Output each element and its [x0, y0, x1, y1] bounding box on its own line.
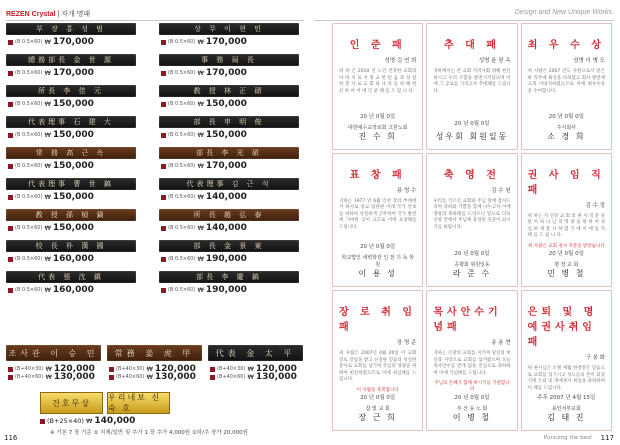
currency-symbol: ₩	[44, 193, 51, 201]
currency-symbol: ₩	[44, 162, 51, 170]
plaque-item	[6, 239, 153, 270]
plaque-row	[6, 146, 306, 177]
plaque-price	[161, 68, 247, 78]
square-plaque-size: (B+40×30)	[116, 366, 145, 372]
plaque-price	[161, 37, 247, 47]
plaque-row	[6, 239, 306, 270]
certificate-issuer: 부 산 동 노 회	[456, 406, 488, 412]
certificate-issuer: 주식회사	[556, 124, 576, 131]
square-plaque-price-value: 130,000	[53, 372, 95, 382]
plaque-size: (B 0.5×60)	[168, 163, 196, 169]
footer-tagline: Pursuing the best	[543, 435, 592, 441]
plaque-size: (B 0.5×60)	[168, 101, 196, 107]
certificate-date: 20 년 0월 0일	[454, 251, 490, 258]
plaque-price-value: 140,000	[205, 192, 247, 202]
currency-symbol: ₩	[44, 131, 51, 139]
plaque-item	[6, 115, 153, 146]
plaque-item	[159, 270, 306, 301]
plaque-size: (B 0.5×60)	[15, 256, 43, 262]
currency-symbol: ₩	[197, 100, 204, 108]
plaque-row	[6, 22, 306, 53]
plaque-board: 代表理事 石 建 大	[6, 116, 136, 128]
square-plaque	[208, 345, 305, 393]
plaque-price-value: 170,000	[52, 68, 94, 78]
currency-symbol: ₩	[44, 224, 51, 232]
certificate-card	[332, 23, 423, 150]
currency-symbol: ₩	[44, 69, 51, 77]
plaque-size: (B 0.5×60)	[15, 163, 43, 169]
square-plaque-size: (B+40×60)	[116, 374, 145, 380]
certificate-title: 최 우 수 상	[527, 40, 605, 51]
plaque-board: 所長 李 佳 元	[6, 85, 136, 97]
plaque-board: 상 무 이 현 민	[159, 23, 299, 35]
currency-symbol: ₩	[44, 38, 51, 46]
plaque-price-value: 160,000	[52, 254, 94, 264]
plaque-price	[8, 161, 94, 171]
currency-symbol: ₩	[146, 365, 153, 373]
plaque-board: 부 장 홍 성 범	[6, 23, 136, 35]
certificate-issuer: 용인서부교회	[551, 406, 581, 412]
plaque-item	[6, 53, 153, 84]
bullet-icon	[161, 195, 166, 200]
plaque-price	[161, 161, 247, 171]
plaque-size: (B 0.5×60)	[168, 132, 196, 138]
certificate-recipient: 성명 윤 광 옥	[478, 58, 511, 64]
bullet-icon	[8, 195, 13, 200]
plaque-item	[159, 53, 306, 84]
page-number-left: 116	[4, 434, 18, 442]
bullet-icon	[40, 419, 45, 424]
plaque-price-value: 190,000	[205, 285, 247, 295]
section-name: | 자개 명패	[57, 11, 91, 18]
plaque-price-value: 150,000	[52, 223, 94, 233]
bullet-icon	[161, 164, 166, 169]
currency-symbol: ₩	[197, 255, 204, 263]
certificate-recipient: 성명 이 병 도	[573, 58, 605, 64]
bullet-icon	[210, 367, 215, 372]
plaque-board: 代表理事 김 근 석	[159, 178, 299, 190]
header-divider-right	[314, 20, 614, 21]
certificate-body: 우리를 기르신 교회와 주님 앞에 감사드리며 축하와 기쁨을 함께 나누고자 이에 영광의 축하패를 드리오니 앞으로 더욱 신앙 안에서 주님께 충성된 일꾼이 되시기를 바랍니다.	[433, 198, 511, 231]
certificate-card	[521, 153, 612, 287]
certificate-body: 귀하께서는 본 교회 지역사회 위해 헌신하시고 우리 조합을 발전시키셨으며 이에 그 공로를 기리고자 추대패를 드립니다.	[433, 69, 511, 94]
square-plaque-price-value: 120,000	[255, 364, 297, 374]
plaque-price-value: 170,000	[52, 37, 94, 47]
certificate-body: 위 하는 지 신앙 교 회 의 권 사 직 분 을 맡 아 하 나 님 의 영 광 을 위 하 여 성 실 하 게 봉 사 하 였 기 에 이 에 임 직 패 를 드 립 니 다.	[527, 213, 605, 239]
bullet-icon	[109, 375, 114, 380]
certificate-body: 귀하는 1977 년 6월 인천 장리 부대에서 하사로 장교 임관한 이래 국가 안보를 위하여 성실하게 근무하여 국가 발전에 기여한 공이 크므로 이에 표창패를 드립니다.	[339, 198, 417, 231]
plaque-item	[159, 208, 306, 239]
plaque-size: (B 0.5×60)	[168, 225, 196, 231]
certificate-issuer-name: 이 용 성	[358, 269, 397, 279]
plaque-price	[161, 254, 247, 264]
certificate-issuer-name: 라 준 수	[452, 269, 492, 279]
page-number-right: 117	[600, 434, 614, 442]
bullet-icon	[210, 375, 215, 380]
bullet-icon	[8, 226, 13, 231]
header-divider	[6, 20, 304, 21]
certificate-card	[521, 290, 612, 431]
plaque-size: (B 0.5×60)	[15, 70, 43, 76]
certificate-body: 위 하 은 2010 년 노인 건강한 교회의 아 바 지 로 서 정 교 한 믿 음 과 성 실 한 봉 사 로 교 회 와 나 라 를 위 해 헌 신 하 여 이 에 인 준 패 를 드 립 니 다.	[339, 69, 417, 94]
plaque-item	[159, 84, 306, 115]
plaque-price	[8, 254, 94, 264]
plaque-item	[159, 146, 306, 177]
bullet-icon	[8, 71, 13, 76]
gold-plate: 건호무상	[40, 392, 103, 414]
plaque-price	[161, 130, 247, 140]
certificate-issuer: 공평회 위원일동	[454, 262, 490, 269]
plaque-price-value: 190,000	[205, 254, 247, 264]
currency-symbol: ₩	[197, 162, 204, 170]
plaque-price-value: 170,000	[205, 68, 247, 78]
currency-symbol: ₩	[197, 193, 204, 201]
currency-symbol: ₩	[197, 286, 204, 294]
currency-symbol: ₩	[197, 224, 204, 232]
plaque-price-value: 150,000	[52, 161, 94, 171]
certificate-title: 장 로 취 임 패	[339, 307, 417, 334]
certificate-recipient: 성명 김 연 희	[384, 58, 417, 64]
plaque-size: (B 0.5×60)	[15, 225, 43, 231]
certificate-highlight: 이 사람을 축복합니다	[356, 388, 399, 393]
square-plaque-price	[210, 372, 297, 382]
certificate-date: 20 년 0월 0일	[360, 244, 396, 251]
plaque-item	[159, 115, 306, 146]
plaque-price	[8, 223, 94, 233]
certificate-issuer: 대한예수교장로회 고원노회	[347, 124, 408, 131]
currency-symbol: ₩	[45, 373, 52, 381]
plaque-board: 代表理事 曹 世 鎬	[6, 178, 136, 190]
certificate-date: 20 년 0월 0일	[454, 395, 490, 401]
certificate-body: 위 사람은 2007년 4월 20일 이 교회 장로 장립을 받고 신실한 믿음과 성실한 봉사로 교회를 섬기며 주님의 영광을 위하여 헌신하였으므로 이에 취임패를 드립니다.	[339, 351, 417, 383]
certificate-card	[426, 153, 517, 287]
plaque-row	[6, 53, 306, 84]
square-plaque	[6, 345, 103, 393]
certificate-issuer-name: 진 수 희	[358, 131, 397, 141]
square-plaque-size: (B+40×60)	[217, 374, 246, 380]
plaque-price	[161, 223, 247, 233]
square-plaque-price-value: 120,000	[53, 364, 95, 374]
square-plaque-price-value: 120,000	[154, 364, 196, 374]
currency-symbol: ₩	[146, 373, 153, 381]
certificate-issuer-name: 성우회 회원일동	[435, 131, 509, 141]
certificate-title: 표 창 패	[349, 169, 406, 181]
plaque-price-value: 150,000	[52, 99, 94, 109]
plaque-item	[159, 177, 306, 208]
square-plaque-size: (B+40×30)	[15, 366, 44, 372]
plaque-board: 部 長 申 明 俊	[159, 116, 299, 128]
plaque-price	[161, 99, 247, 109]
price-note: ※ 기본 7 장 기준 ① 지제/일반 및 추가 1 장 추가 4,000원 ②하/추 장가 20,000원	[50, 430, 248, 436]
plaque-price-value: 150,000	[205, 99, 247, 109]
plaque-board: 部長 李 慶 鎬	[159, 271, 299, 283]
certificate-card	[332, 290, 423, 431]
bullet-icon	[8, 40, 13, 45]
certificate-issuer-name: 장 근 희	[358, 413, 397, 422]
plaque-row	[6, 208, 306, 239]
plaque-item	[159, 22, 306, 53]
plaque-size: (B 0.5×60)	[168, 39, 196, 45]
plaque-row	[6, 270, 306, 301]
certificate-issuer-name: 민 병 철	[547, 269, 586, 279]
certificate-card	[426, 290, 517, 431]
certificate-card	[521, 23, 612, 150]
certificate-date: 20 년 0월 0일	[548, 113, 584, 120]
currency-symbol: ₩	[44, 100, 51, 108]
bullet-icon	[161, 40, 166, 45]
plaque-board: 部 長 金 景 東	[159, 240, 299, 252]
certificate-title: 권 사 임 직 패	[527, 169, 605, 196]
square-plaque-size: (B+40×60)	[15, 374, 44, 380]
certificate-body: 위 권사님은 오랜 세월 한결같은 믿음으로 교회를 섬기시고 성도들의 본이 되셨기에 은퇴 및 명예권사 취임을 축하하며 이 패를 드립니다.	[527, 366, 605, 391]
certificate-highlight: 주님의 은혜가 함께 하시기를 기원합니다	[434, 381, 510, 393]
currency-symbol: ₩	[197, 131, 204, 139]
plaque-board: 教 授 孫 楨 鍋	[6, 209, 136, 221]
plaque-board: 總務部長 金 世 源	[6, 54, 136, 66]
plaque-item	[6, 84, 153, 115]
plaque-row	[6, 115, 306, 146]
plaque-item	[6, 177, 153, 208]
certificate-recipient: 김 수 원	[491, 187, 511, 194]
plaque-price-value: 170,000	[205, 37, 247, 47]
certificate-issuer: 참 빛 교 회	[365, 406, 390, 412]
certificate-issuer-name: 소 경 희	[547, 131, 586, 141]
certificate-recipient: 용 명 수	[396, 187, 417, 194]
plaque-size: (B 0.5×60)	[168, 70, 196, 76]
plaque-board: 部長 李 光 碩	[159, 147, 299, 159]
plaque-price	[161, 285, 247, 295]
certificate-date: 20 년 0월 0일	[454, 120, 490, 127]
plaque-board: 代表 張 沈 鎮	[6, 271, 136, 283]
currency-symbol: ₩	[44, 255, 51, 263]
plaque-board: 所 長 趙 弘 泰	[159, 209, 299, 221]
plaque-price-value: 170,000	[205, 161, 247, 171]
certificate-date: 20 년 0월 0일	[360, 113, 396, 120]
plaque-price	[8, 192, 94, 202]
bullet-icon	[161, 288, 166, 293]
plaque-price	[161, 192, 247, 202]
bullet-icon	[8, 375, 13, 380]
certificate-title: 축 영 전	[444, 169, 500, 181]
plaque-board: 常 務 高 근 옥	[6, 147, 136, 159]
certificate-title: 인 준 패	[349, 40, 406, 51]
currency-symbol: ₩	[197, 38, 204, 46]
plaque-board: 教 授 林 正 碩	[159, 85, 299, 97]
gold-price-value: 140,000	[94, 416, 136, 426]
square-plaque-board: 代表 金 太 平	[208, 345, 303, 361]
plaque-board: 校 長 朴 漢 國	[6, 240, 136, 252]
currency-symbol: ₩	[247, 365, 254, 373]
certificate-recipient: 송 용 현	[491, 340, 511, 347]
square-plaque-board: 조사관 이 승 민	[6, 345, 101, 361]
certificate-recipient: 구 봉 화	[585, 355, 605, 362]
bullet-icon	[161, 102, 166, 107]
plaque-item	[6, 22, 153, 53]
bullet-icon	[8, 164, 13, 169]
square-plaque-price-value: 130,000	[154, 372, 196, 382]
gold-price: (B+25×40) ₩ 140,000	[40, 416, 135, 426]
certificate-card	[426, 23, 517, 150]
certificate-recipient: 장 명 준	[396, 340, 417, 347]
certificate-issuer-name: 이 병 철	[452, 413, 492, 422]
currency-symbol: ₩	[197, 69, 204, 77]
brand-name: REZEN Crystal	[6, 11, 56, 18]
plaque-price-value: 150,000	[52, 130, 94, 140]
plaque-size: (B 0.5×60)	[168, 194, 196, 200]
bullet-icon	[161, 226, 166, 231]
bullet-icon	[8, 367, 13, 372]
certificate-issuer: 평 장 교 회	[554, 262, 579, 269]
gold-plaques	[40, 392, 170, 414]
certificate-issuer: 학교법인 새벽학원 인 천 기 독 학 원	[341, 255, 414, 269]
plaque-item	[159, 239, 306, 270]
gold-size: (B+25×40)	[47, 417, 84, 425]
plaque-price	[8, 99, 94, 109]
currency-symbol: ₩	[247, 373, 254, 381]
certificate-grid	[332, 23, 612, 431]
certificate-body: 위 사람은 2007 년도 사원으로서 맡은 바 직무에 최선을 다하였고 회사 발전에 크게 이바지하였으므로 이에 최우수상을 수여합니다.	[527, 69, 605, 94]
certificate-highlight: 위 사람은 교회 권사 직분을 받았습니다	[527, 244, 605, 250]
plaque-price-value: 150,000	[205, 130, 247, 140]
plaque-price	[8, 68, 94, 78]
bullet-icon	[8, 257, 13, 262]
plaque-price	[8, 130, 94, 140]
square-plaque-price	[8, 372, 95, 382]
gold-plate: 우리네보 신 숙 호	[107, 392, 170, 414]
plaque-row	[6, 84, 306, 115]
bullet-icon	[161, 133, 166, 138]
plaque-grid	[6, 22, 306, 301]
currency-symbol: ₩	[45, 365, 52, 373]
plaque-price	[8, 285, 94, 295]
plaque-item	[6, 208, 153, 239]
certificate-title: 추 대 패	[444, 40, 500, 51]
currency-symbol: ₩	[44, 286, 51, 294]
catalog-tagline: Design and New Unique Works	[514, 9, 612, 16]
square-plaque-row	[6, 345, 306, 393]
square-plaque-board: 常務 姜 虎 甲	[107, 345, 202, 361]
square-plaque-price	[109, 372, 196, 382]
bullet-icon	[161, 71, 166, 76]
bullet-icon	[161, 257, 166, 262]
plaque-size: (B 0.5×60)	[15, 194, 43, 200]
bullet-icon	[109, 367, 114, 372]
certificate-body: 귀하는 소망의 교회를 지키며 당신의 헌신과 사랑으로 교회를 섬겨왔으며 오늘 목사안수를 받게 됨을 진심으로 축하하며 이에 기념패를 드립니다.	[433, 351, 511, 376]
right-page	[310, 0, 620, 445]
plaque-size: (B 0.5×60)	[15, 287, 43, 293]
plaque-item	[6, 270, 153, 301]
certificate-recipient: 김 수 정	[585, 202, 605, 209]
plaque-size: (B 0.5×60)	[168, 287, 196, 293]
plaque-row	[6, 177, 306, 208]
certificate-card	[332, 153, 423, 287]
certificate-date: 20 년 0월 0일	[548, 251, 584, 258]
square-plaque	[107, 345, 204, 393]
certificate-date: 20 년 0월 0일	[360, 395, 396, 401]
bullet-icon	[8, 133, 13, 138]
plaque-price-value: 140,000	[205, 223, 247, 233]
bullet-icon	[8, 288, 13, 293]
plaque-size: (B 0.5×60)	[15, 39, 43, 45]
square-plaque-size: (B+40×30)	[217, 366, 246, 372]
plaque-board: 事 務 局 長	[159, 54, 299, 66]
plaque-size: (B 0.5×60)	[15, 101, 43, 107]
certificate-title: 목사안수기념패	[433, 307, 502, 334]
catalog-header	[6, 9, 90, 19]
plaque-item	[6, 146, 153, 177]
plaque-size: (B 0.5×60)	[168, 256, 196, 262]
plaque-price-value: 150,000	[52, 192, 94, 202]
square-plaque-price-value: 130,000	[255, 372, 297, 382]
plaque-size: (B 0.5×60)	[15, 132, 43, 138]
certificate-date: 주후 2007 년 4월 15일	[537, 395, 596, 401]
plaque-price-value: 160,000	[52, 285, 94, 295]
certificate-title: 은퇴 및 명예권사취임패	[527, 307, 598, 349]
plaque-price	[8, 37, 94, 47]
certificate-issuer-name: 김 태 진	[547, 413, 586, 422]
bullet-icon	[8, 102, 13, 107]
